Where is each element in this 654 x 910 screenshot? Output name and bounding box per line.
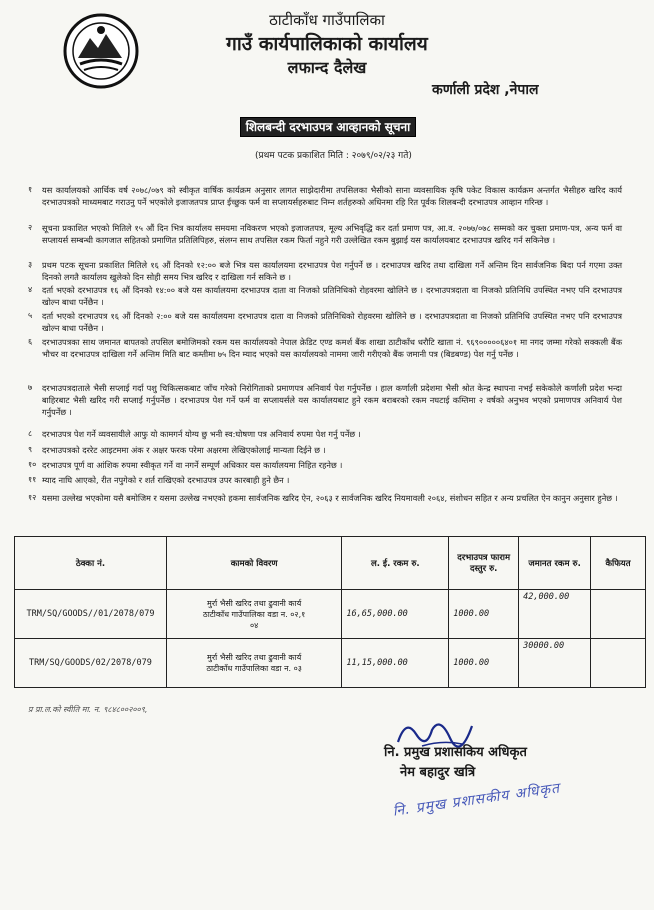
col-header-remarks: कैफियत (591, 537, 646, 590)
notice-title: शिलबन्दी दरभाउपत्र आव्हानको सूचना (240, 117, 416, 137)
office-name: गाउँ कार्यपालिकाको कार्यालय (226, 33, 428, 55)
table-row (15, 590, 646, 639)
clause-7 (28, 382, 622, 418)
clause-1 (28, 184, 622, 208)
clause-3 (28, 259, 622, 283)
clause-text: दरभाउपत्रका साथ जमानत बापतको तपसिल बमोजिमको रकम यस कार्यालयको नेपाल क्रेडिट एण्ड कमर्श बैंक शाखा ठाटीकाँध धरौटि खाता नं. ९६९०००००६४०१ मा नगद जम्मा गरेको सक्कली बैंक भौचर वा दरभाउपत्र दाखिला गर्ने अन्तिम मिति बाट कम्तीमा ७५ दिन म्याद भएको यस कार्यालयको नाममा जारी गरीएको बैंक जमानी पत्र (बिडबण्ड) पेश गर्नु पर्नेछ । (42, 337, 622, 360)
clause-number: ७ (28, 383, 33, 392)
clause-text: दर्ता भएको दरभाउपत्र १६ औं दिनको २:०० बजे यस कार्यालयमा दरभाउपत्र दाता वा निजको प्रतिनिधिको रोहवरमा खोलिने छ । दरभाउपत्रदाता वा निजको प्रतिनिधि उपस्थित नभए पनि दरभाउपत्र खोल्न बाधा पर्नेछैन । (42, 311, 622, 334)
estimate-cell: 11,15,000.00 (342, 639, 449, 688)
col-header-security: जमानत रकम रु. (519, 537, 591, 590)
remarks-cell (591, 590, 646, 639)
clause-number: २ (28, 223, 33, 232)
contract-no-cell: TRM/SQ/GOODS//01/2078/079 (15, 590, 167, 639)
clause-number: ६ (28, 337, 33, 346)
clause-number: ५ (28, 311, 33, 320)
province-label: कर्णाली प्रदेश ,नेपाल (432, 82, 539, 98)
clause-4 (28, 284, 622, 308)
officer-title: नि. प्रमुख प्रशासकिय अधिकृत (384, 745, 527, 760)
table-header-row (15, 537, 646, 590)
clause-5 (28, 310, 622, 334)
clause-number: १ (28, 185, 33, 194)
clause-number: ८ (28, 429, 33, 438)
col-header-estimate: ल. ई. रकम रु. (342, 537, 449, 590)
clause-6 (28, 336, 622, 360)
col-header-form-fee: दरभाउपत्र फाराम दस्तुर रु. (449, 537, 519, 590)
clause-number: ११ (28, 475, 37, 484)
clause-12 (28, 492, 622, 504)
col-header-contract-no: ठेक्का नं. (15, 537, 167, 590)
clause-number: ९ (28, 445, 33, 454)
contract-no-cell: TRM/SQ/GOODS/02/2078/079 (15, 639, 167, 688)
remarks-cell (591, 639, 646, 688)
clause-text: यस कार्यालयको आर्थिक वर्ष २०७८/०७९ को स्वीकृत वार्षिक कार्यक्रम अनुसार लागत साझेदारीमा तपसिलका भैसीको साना व्यवसायिक कृषि पकेट विकास कार्यक्रम अन्तर्गत भैसीहरु खरिद कार्य दरभाउपत्रको माध्यमबाट गराउनु पर्ने भएकोले इजाजतपत्र प्राप्त ईच्छुक फर्म वा सप्लायर्सहरुबाट निम्न शर्तहरुको अधिनमा रहि रित पूर्वक शिलबन्दी दरभाउपत्र आव्हान गरिन्छ । (42, 185, 622, 208)
description-line: ठाटीकाँध गाउँपालिका वडा न. ०३ (206, 664, 302, 673)
form-fee-cell: 1000.00 (449, 590, 519, 639)
office-location: लफान्द दैलेख (287, 58, 367, 77)
clause-text: म्याद नाघि आएको, रीत नपुगेको र शर्त राखिएको दरभाउपत्र उपर कारबाही हुने छैन । (42, 475, 290, 485)
form-fee-cell: 1000.00 (449, 639, 519, 688)
clause-number: ३ (28, 260, 33, 269)
estimate-cell: 16,65,000.00 (342, 590, 449, 639)
security-cell: 42,000.00 (519, 590, 591, 639)
clause-number: १२ (28, 493, 37, 502)
clause-text: दरभाउपत्रको दररेट आइटममा अंक र अक्षर फरक परेमा अक्षरमा लेखिएकोलाई मान्यता दिईने छ । (42, 445, 326, 455)
clause-number: ४ (28, 285, 33, 294)
work-description-cell (166, 590, 341, 639)
officer-name: नेम बहादुर खत्रि (400, 765, 476, 780)
clause-2 (28, 222, 622, 246)
clause-8 (28, 428, 622, 440)
official-stamp: नि. प्रमुख प्रशासकीय अधिकृत (391, 780, 562, 820)
clause-text: दरभाउपत्र पेश गर्ने व्यवसायीले आफु यो कामगर्न योग्य छु भनी स्व:घोषणा पत्र अनिवार्य रुपमा पेश गर्नु पर्नेछ । (42, 429, 361, 439)
table-row (15, 639, 646, 688)
clause-text: यसमा उल्लेख भएकोमा यसै बमोजिम र यसमा उल्लेख नभएको हकमा सार्वजनिक खरिद ऐन, २०६३ र सार्वजनिक खरिद नियमावली २०६४, संशोधन सहित र अन्य प्रचलित ऐन कानुन अनुसार हुनेछ । (42, 493, 618, 503)
clause-text: दरभाउपत्र पूर्ण वा आंशिक रुपमा स्वीकृत गर्ने वा नगर्ने सम्पूर्ण अधिकार यस कार्यालयमा निहित रहनेछ । (42, 460, 343, 470)
description-line: मुर्रा भैसी खरिद तथा ढुवानी कार्य (207, 598, 302, 608)
clause-text: दर्ता भएको दरभाउपत्र १६ औं दिनको १४:०० बजे यस कार्यालयमा दरभाउपत्र दाता वा निजको प्रतिनिधिको रोहवरमा खोलिने छ । दरभाउपत्रदाता वा निजको प्रतिनिधि उपस्थित नभए पनि दरभाउपत्र खोल्न बाधा पर्नेछैन । (42, 285, 622, 308)
work-description-cell (166, 639, 341, 688)
publication-date: (प्रथम पटक प्रकाशित मिति : २०७९/०२/२३ गते) (255, 151, 412, 161)
tender-table (14, 536, 646, 688)
description-line: मुर्रा भैसी खरिद तथा ढुवानी कार्य (207, 653, 302, 662)
col-header-work-description: कामको विवरण (166, 537, 341, 590)
clause-number: १० (28, 460, 37, 469)
clause-text: प्रथम पटक सूचना प्रकाशित मितिले १६ औं दिनको १२:०० बजे भित्र यस कार्यालयमा दरभाउपत्र पेश गर्नुपर्ने छ । दरभाउपत्र खरिद तथा दाखिला गर्ने अन्तिम दिन सार्वजनिक बिदा पर्न गएमा उक्त दिनको लगतै कार्यालय खुलेको दिन सोही समय भित्र खरिद र दाखिला गर्न सकिने छ । (42, 260, 622, 283)
contact-note: प्र प्रा.ल.को स्वीति मा. न. ९८४८००२००९, (28, 705, 148, 714)
description-line: ०४ (250, 620, 259, 630)
security-cell: 30000.00 (519, 639, 591, 688)
clause-9 (28, 444, 622, 456)
municipality-name: ठाटीकाँध गाउँपालिका (269, 11, 385, 29)
clause-text: सूचना प्रकाशित भएको मितिले १५ औं दिन भित्र कार्यालय समयमा नविकरण भएको इजाजतपत्र, मूल्य अभिवृद्धि कर दर्ता प्रमाण पत्र, आ.व. २०७७/०७८ सम्मको कर चुक्ता प्रमाण-पत्र, अन्य फर्म वा सप्लायर्स सम्बन्धी कागजात सहितको प्रमाणित प्रतिलिपिहरु, संलग्न साथ तपसिल रकम फिर्ता नहुने गरी उल्लेखित रकम बुझाई यस कार्यालयबाट दरभाउपत्र खरिद गर्न सकिनेछ । (42, 223, 622, 246)
clause-10 (28, 459, 622, 471)
description-line: ठाटीकाँध गाउँपालिका वडा न. ०२,१ (203, 609, 306, 619)
clause-text: दरभाउपत्रदाताले भैसी सप्लाई गर्दा पशु चिकित्सकबाट जाँच गरेको निरोगिताको प्रमाणपत्र अनिवार्य पेश गर्नुपर्नेछ । हाल कर्णाली प्रदेशमा भैसी श्रोत केन्द्र स्थापना नभई सकेकोले कर्णाली प्रदेश भन्दा बाहिरबाट भैसी खरिद गरी सप्लाई गर्नुपर्नेछ । दरभाउपत्र पेश गर्ने फर्म वा सप्लायर्सले यस कार्यालयबाट हुने रकम बराबरको रकम नघटाई कम्तिमा २ वर्षको अनुभव भएको प्रमाणपत्र अनिवार्य पेश गर्नुपर्नेछ । (42, 383, 622, 418)
clause-11 (28, 474, 622, 486)
